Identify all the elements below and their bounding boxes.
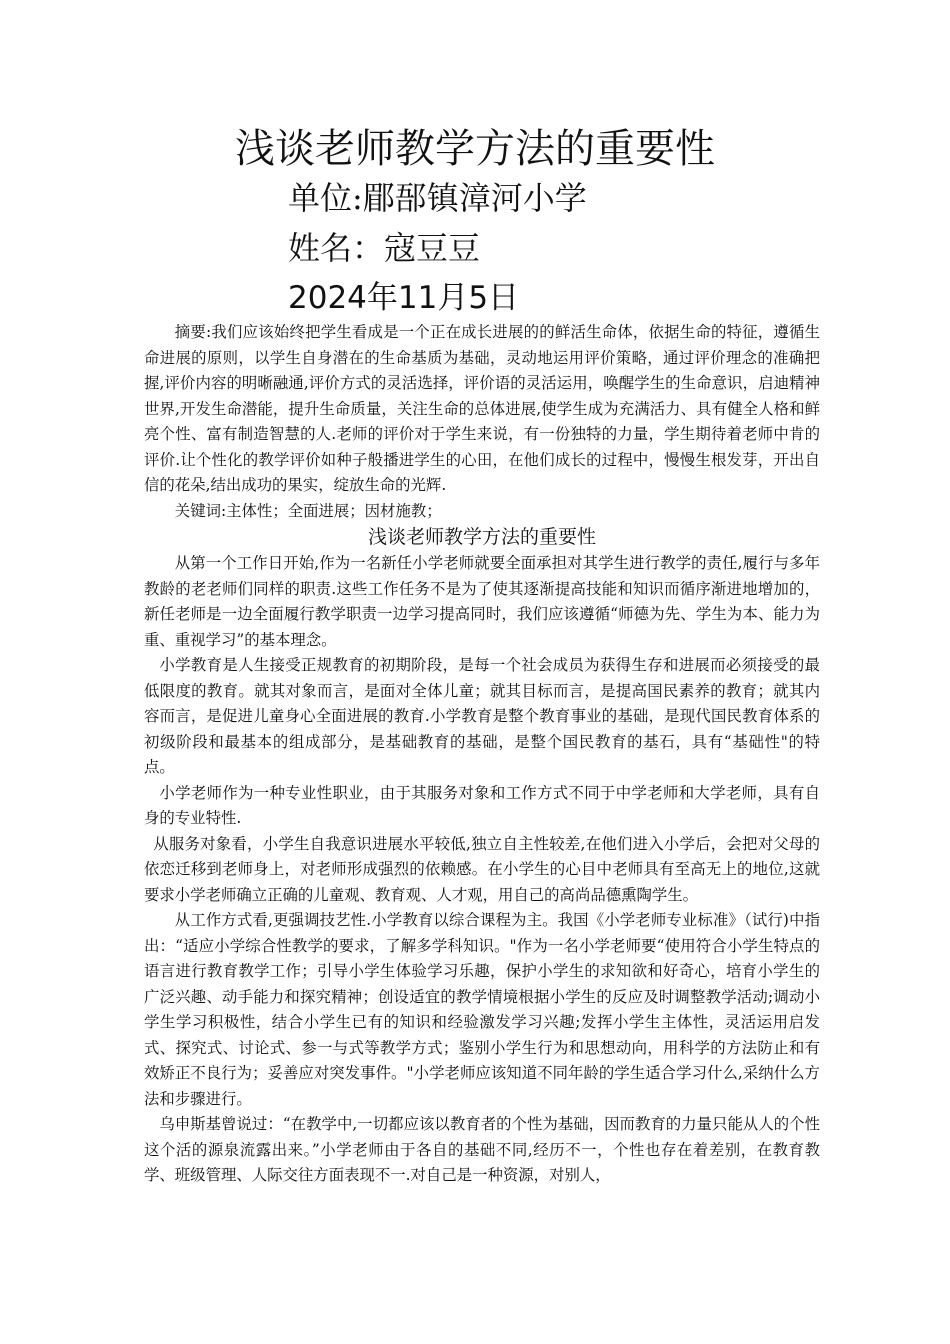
body-paragraph: 从第一个工作日开始,作为一名新任小学老师就要全面承担对其学生进行教学的责任,履行与多年教龄的老老师们同样的职责.这些工作任务不是为了使其逐渐提高技能和知识而循序渐进地增加的，新任老师是一边全面履行教学职责一边学习提高同时，我们应该遵循“师德为先、学生为本、能力为重、重视学习”的基本理念。: [144, 554, 820, 649]
body-paragraph: 乌申斯基曾说过：“在教学中,一切都应该以教育者的个性为基础，因而教育的力量只能从人的个性这个活的源泉流露出来。”小学老师由于各自的基础不同,经历不一，个性也存在着差别，在教育教学、班级管理、人际交往方面表现不一.对自己是一种资源，对别人，: [144, 1115, 820, 1184]
keywords-line: 关键词:主体性；全面进展；因材施教；: [174, 501, 442, 520]
document-body: [144, 320, 820, 1189]
author-name: 姓名：寇豆豆: [288, 229, 481, 267]
body-paragraph: 从工作方式看,更强调技艺性.小学教育以综合课程为主。我国《小学老师专业标准》（试行)中指出：“适应小学综合性教学的要求，了解多学科知识。"作为一名小学老师要“使用符合小学生特点的语言进行教育教学工作；引导小学生体验学习乐趣，保护小学生的求知欲和好奇心，培育小学生的广泛兴趣、动手能力和探究精神；创设适宜的教学情境根据小学生的反应及时调整教学活动;调动小学生学习积极性，结合小学生已有的知识和经验激发学习兴趣;发挥小学生主体性，灵活运用启发式、探究式、讨论式、参一与式等教学方式；鉴别小学生行为和思想动向，用科学的方法防止和有效矫正不良行为；妥善应对突发事件。"小学老师应该知道不同年龄的学生适合学习什么,采纳什么方法和步骤进行。: [144, 911, 820, 1108]
body-paragraph: 小学教育是人生接受正规教育的初期阶段，是每一个社会成员为获得生存和进展而必须接受的最低限度的教育。就其对象而言，是面对全体儿童；就其目标而言，是提高国民素养的教育；就其内容而言，是促进儿童身心全面进展的教育.小学教育是整个教育事业的基础，是现代国民教育体系的初级阶段和最基本的组成部分，是基础教育的基础，是整个国民教育的基石，具有“基础性"的特点。: [144, 656, 820, 776]
author-unit: 单位:郿郚镇漳河小学: [288, 179, 587, 217]
section-title: 浅谈老师教学方法的重要性: [367, 526, 596, 548]
document-date: 2024年11月5日: [288, 280, 520, 316]
body-paragraph: 小学老师作为一种专业性职业，由于其服务对象和工作方式不同于中学老师和大学老师，具有自身的专业特性.: [144, 783, 820, 827]
document-title: 浅谈老师教学方法的重要性: [235, 126, 715, 172]
body-paragraph: 从服务对象看，小学生自我意识进展水平较低,独立自主性较差,在他们进入小学后，会把对父母的依恋迁移到老师身上，对老师形成强烈的依赖感。在小学生的心目中老师具有至高无上的地位,这就要求小学老师确立正确的儿童观、教育观、人才观，用自己的高尚品德熏陶学生。: [144, 834, 820, 904]
abstract-paragraph: 摘要:我们应该始终把学生看成是一个正在成长进展的的鲜活生命体，依据生命的特征，遵循生命进展的原则，以学生自身潜在的生命基质为基础，灵动地运用评价策略，通过评价理念的准确把握,评价内容的明晰融通,评价方式的灵活选择，评价语的灵活运用，唤醒学生的生命意识，启迪精神世界,开发生命潜能，提升生命质量，关注生命的总体进展,使学生成为充满活力、具有健全人格和鲜亮个性、富有制造智慧的人.老师的评价对于学生来说，有一份独特的力量，学生期待着老师中肯的评价.让个性化的教学评价如种子般播进学生的心田，在他们成长的过程中，慢慢生根发芽，开出自信的花朵,结出成功的果实，绽放生命的光辉.: [144, 323, 820, 494]
